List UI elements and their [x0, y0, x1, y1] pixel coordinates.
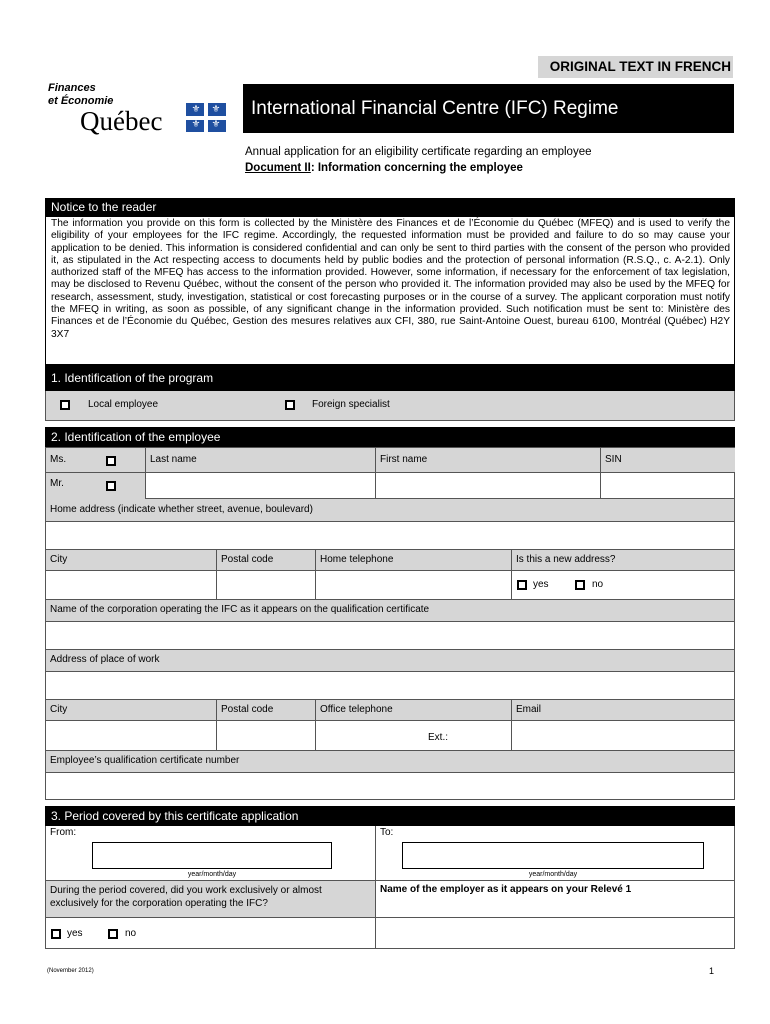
- notice-body: The information you provide on this form is collected by the Ministère des Finances et de l’Économie du Québec (MFEQ) and is used to verify the eligibility of your employees for the IFC regime. Accordingly, the requested information must be provided and failure to do so may cause your application to be denied. This information is considered confidential and can only be sent to third parties with the consent of the person who provided it, as stipulated in the Act respecting access to documents held by public bodies and the protection of personal information (R.S.Q., c. A-2.1). Only authorized staff of the MFEQ has access to the information provided. However, some information, if necessary for the enforcement of tax legislation, may be disclosed to Revenu Québec, without the consent of the person who provided it. The information provided may also be used by the MFEQ for research, assessment, study, investigation, statistical or cost forecasting purposes or in the course of a survey. The applicant corporation must notify the MFEQ in writing, as soon as possible, of any significant change in the information provided. Such notification must be sent to: Ministère des Finances et de l’Économie du Québec, Gestion des mesures relatives aux CFI, 380, rue Saint-Antoine Ouest, bureau 6100, Montréal (Québec) H2Y 3X7: [45, 216, 735, 365]
- new-address-no-checkbox[interactable]: [575, 580, 585, 590]
- from-label: From:: [50, 827, 77, 838]
- office-telephone-label: Office telephone: [320, 704, 393, 715]
- certificate-number-label: Employee’s qualification certificate number: [50, 755, 240, 766]
- exclusive-yes-label: yes: [67, 928, 83, 939]
- exclusive-no-checkbox[interactable]: [108, 929, 118, 939]
- new-address-yes-checkbox[interactable]: [517, 580, 527, 590]
- period-row: [45, 826, 735, 881]
- last-name-input[interactable]: [146, 473, 374, 498]
- corporation-name-input[interactable]: [45, 622, 735, 650]
- home-address-input[interactable]: [45, 522, 735, 550]
- work-city-label: City: [50, 704, 68, 715]
- work-address-label-row: [45, 650, 735, 672]
- from-date-format: year/month/day: [187, 871, 237, 878]
- work-postal-code-label: Postal code: [221, 704, 274, 715]
- work-city-label-row: [45, 700, 735, 721]
- section1-header: 1. Identification of the program: [45, 365, 735, 391]
- email-input[interactable]: [511, 721, 735, 750]
- work-city-input[interactable]: [46, 721, 216, 750]
- exclusive-work-row: [45, 881, 735, 918]
- foreign-specialist-label: Foreign specialist: [312, 399, 390, 410]
- exclusive-no-label: no: [125, 928, 137, 939]
- document-label: Document II: Information concerning the employee: [245, 162, 523, 174]
- page-number: 1: [709, 966, 715, 976]
- no-label: no: [592, 579, 604, 590]
- sin-label: SIN: [605, 454, 622, 465]
- cert-number-label-row: [45, 751, 735, 773]
- email-label: Email: [516, 704, 542, 715]
- extension-label: Ext.:: [428, 732, 449, 743]
- corporation-name-label: Name of the corporation operating the IFC as it appears on the qualification certificate: [50, 604, 430, 615]
- from-date-input[interactable]: [92, 842, 332, 869]
- work-postal-code-input[interactable]: [216, 721, 315, 750]
- home-city-label-row: [45, 550, 735, 571]
- employer-name-label: Name of the employer as it appears on your Relevé 1: [380, 884, 632, 895]
- quebec-flag-icon: ⚜ ⚜ ⚜ ⚜: [186, 103, 226, 132]
- yes-label: yes: [533, 579, 549, 590]
- postal-code-label: Postal code: [221, 554, 274, 565]
- to-label: To:: [380, 827, 394, 838]
- name-row: [45, 447, 735, 499]
- first-name-input[interactable]: [376, 473, 599, 498]
- city-label: City: [50, 554, 68, 565]
- first-name-label: First name: [380, 454, 428, 465]
- program-row: [45, 391, 735, 421]
- employer-name-input[interactable]: [375, 918, 735, 948]
- home-telephone-input[interactable]: [315, 571, 511, 599]
- city-input[interactable]: [46, 571, 216, 599]
- form-title: International Financial Centre (IFC) Regime: [243, 84, 734, 133]
- last-name-label: Last name: [150, 454, 197, 465]
- original-text-banner: ORIGINAL TEXT IN FRENCH: [538, 56, 733, 78]
- ms-label: Ms.: [50, 454, 67, 465]
- local-employee-label: Local employee: [88, 399, 159, 410]
- section3-header: 3. Period covered by this certificate application: [45, 806, 735, 826]
- local-employee-checkbox[interactable]: [60, 400, 70, 410]
- work-address-input[interactable]: [45, 672, 735, 700]
- ministry-logo-text: [48, 82, 113, 108]
- mr-label: Mr.: [50, 478, 64, 489]
- form-subtitle: Annual application for an eligibility certificate regarding an employee: [245, 146, 592, 158]
- new-address-label: Is this a new address?: [516, 554, 616, 565]
- sin-input[interactable]: [601, 473, 734, 498]
- revision-date: (November 2012): [47, 968, 94, 974]
- home-address-label-row: [45, 499, 735, 522]
- section2-header: 2. Identification of the employee: [45, 427, 735, 447]
- ms-checkbox[interactable]: [106, 456, 116, 466]
- to-date-format: year/month/day: [528, 871, 578, 878]
- work-address-label: Address of place of work: [50, 654, 160, 665]
- logo-quebec-wordmark: Québec: [80, 106, 163, 136]
- certificate-number-input[interactable]: [45, 773, 735, 800]
- corp-name-label-row: [45, 600, 735, 622]
- logo-line2: et Économie: [48, 95, 114, 107]
- work-city-input-row: [45, 721, 735, 751]
- postal-code-input[interactable]: [216, 571, 315, 599]
- mr-checkbox[interactable]: [106, 481, 116, 491]
- exclusive-yes-checkbox[interactable]: [51, 929, 61, 939]
- logo-line1: Finances: [48, 82, 96, 94]
- home-city-input-row: [45, 571, 735, 600]
- notice-header: Notice to the reader: [45, 198, 735, 216]
- exclusive-work-question: During the period covered, did you work exclusively or almost exclusively for the corporation operating the IFC?: [50, 885, 322, 909]
- exclusive-answer-row: [45, 918, 735, 949]
- home-address-label: Home address (indicate whether street, avenue, boulevard): [50, 504, 313, 515]
- foreign-specialist-checkbox[interactable]: [285, 400, 295, 410]
- office-telephone-input[interactable]: [315, 721, 511, 750]
- to-date-input[interactable]: [402, 842, 704, 869]
- home-telephone-label: Home telephone: [320, 554, 394, 565]
